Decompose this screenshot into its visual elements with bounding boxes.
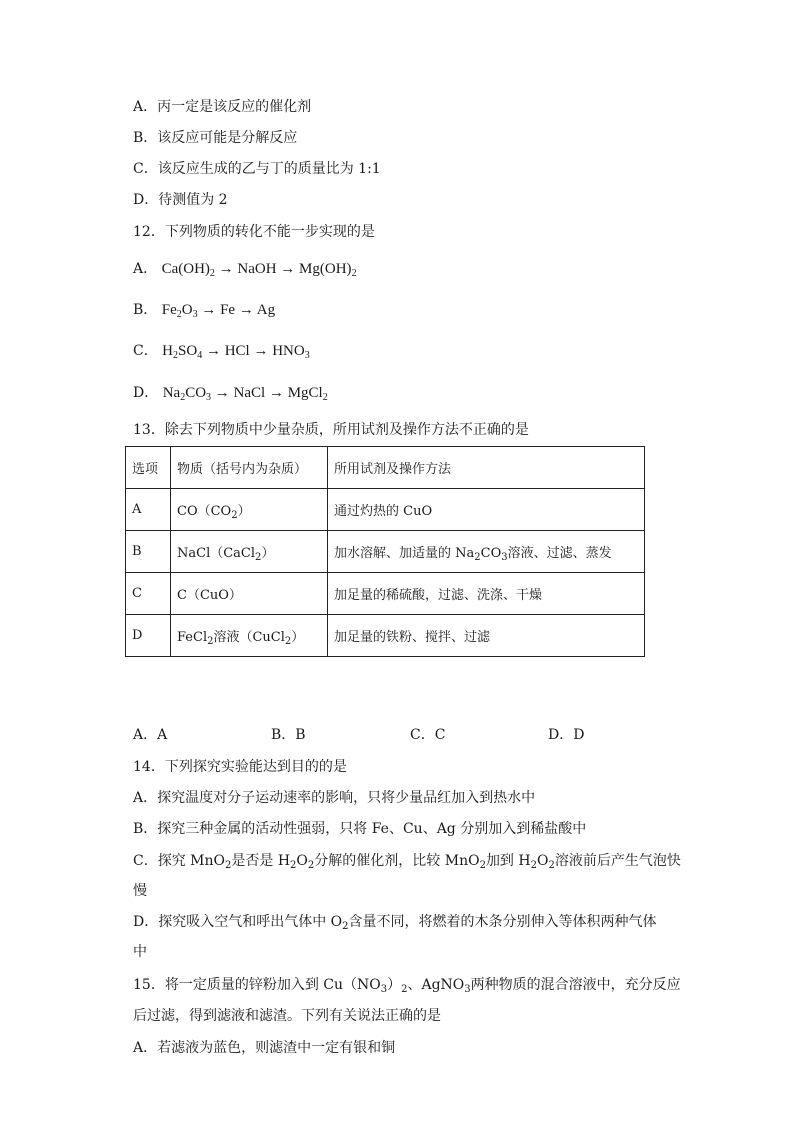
option-cell: B (126, 531, 171, 573)
q12-formula-c: $H_2SO_4$ → HCl → $HNO_3$ (162, 343, 310, 361)
q11-option-b: B．该反应可能是分解反应 (133, 130, 298, 146)
q12-option-label: A． (133, 261, 158, 277)
q13-choice-b: B．B (271, 727, 306, 743)
option-cell: A (126, 489, 171, 531)
table-header-row (126, 447, 645, 489)
substance-cell: FeCl$_2$溶液（CuCl$_2$） (171, 615, 328, 657)
q13-choice-d: D．D (548, 727, 585, 743)
table-header-cell: 物质（括号内为杂质） (171, 447, 328, 489)
q12-formula-b: $Fe_2O_3 \to Fe \to Ag$ (161, 302, 276, 320)
q15-option-a: A．若滤液为蓝色，则滤渣中一定有银和铜 (133, 1040, 396, 1056)
method-cell: 加足量的铁粉、搅拌、过滤 (328, 615, 645, 657)
method-cell: 加足量的稀硫酸，过滤、洗涤、干燥 (328, 573, 645, 615)
q12-option-label: B． (133, 302, 158, 318)
table-row (126, 615, 645, 657)
q12-option-a (133, 259, 357, 279)
substance-cell: NaCl（CaCl$_2$） (171, 531, 328, 573)
option-cell: C (126, 573, 171, 615)
q12-formula-d: $Na_2CO_3$ → NaCl → MgCl$_2$ (162, 385, 328, 403)
q14-option-c-cont: 慢 (133, 883, 147, 899)
q14-option-d: D．探究吸入空气和呼出气体中 $O_2$含量不同，将燃着的木条分别伸入等体积两种气体 (133, 914, 657, 932)
q12-option-label: D． (133, 385, 159, 401)
q15-stem-cont: 后过滤，得到滤液和滤渣。下列有关说法正确的是 (133, 1008, 441, 1024)
q14-stem: 14．下列探究实验能达到目的的是 (133, 759, 347, 775)
substance-cell: $CO(CO_2)$ (171, 489, 328, 531)
table-row (126, 573, 645, 615)
substance-cell: C（CuO） (171, 573, 328, 615)
q14-option-b: B．探究三种金属的活动性强弱，只将 Fe、Cu、Ag 分别加入到稀盐酸中 (133, 821, 587, 837)
q11-option-d: D．待测值为 2 (133, 192, 228, 208)
option-cell: D (126, 615, 171, 657)
q12-formula-a: $Ca(OH)_2$ → NaOH → $Mg(OH)_2$ (161, 261, 357, 279)
method-cell: 加水溶解、加适量的 $Na_2CO_3$溶液、过滤、蒸发 (328, 531, 645, 573)
q12-option-d (133, 383, 328, 403)
table-row (126, 489, 645, 531)
q14-option-c: C．探究 MnO$_2$是否是 $H_2O_2$分解的催化剂，比较 MnO$_2$加到 $H_2O_2$溶液前后产生气泡快 (133, 853, 681, 871)
q11-option-c: C．该反应生成的乙与丁的质量比为 1:1 (133, 161, 381, 177)
q15-stem: 15．将一定质量的锌粉加入到 $Cu(NO_3)_2$、AgNO$_3$两种物质的混合溶液中，充分反应 (133, 977, 681, 995)
table-row (126, 531, 645, 573)
q12-option-label: C． (133, 343, 158, 359)
q14-option-a: A．探究温度对分子运动速率的影响，只将少量品红加入到热水中 (133, 790, 536, 806)
q13-stem: 13．除去下列物质中少量杂质，所用试剂及操作方法不正确的是 (133, 422, 529, 438)
q12-option-b (133, 300, 275, 320)
method-cell: 通过灼热的 CuO (328, 489, 645, 531)
table-header-cell: 选项 (126, 447, 171, 489)
q12-stem: 12．下列物质的转化不能一步实现的是 (133, 224, 375, 240)
q14-option-d-cont: 中 (133, 944, 147, 960)
q13-choice-c: C．C (410, 727, 446, 743)
table-header-cell: 所用试剂及操作方法 (328, 447, 645, 489)
q11-option-a: A．丙一定是该反应的催化剂 (133, 99, 312, 115)
q13-choice-a: A．A (133, 727, 168, 743)
q12-option-c (133, 341, 310, 361)
q13-table (125, 446, 645, 657)
